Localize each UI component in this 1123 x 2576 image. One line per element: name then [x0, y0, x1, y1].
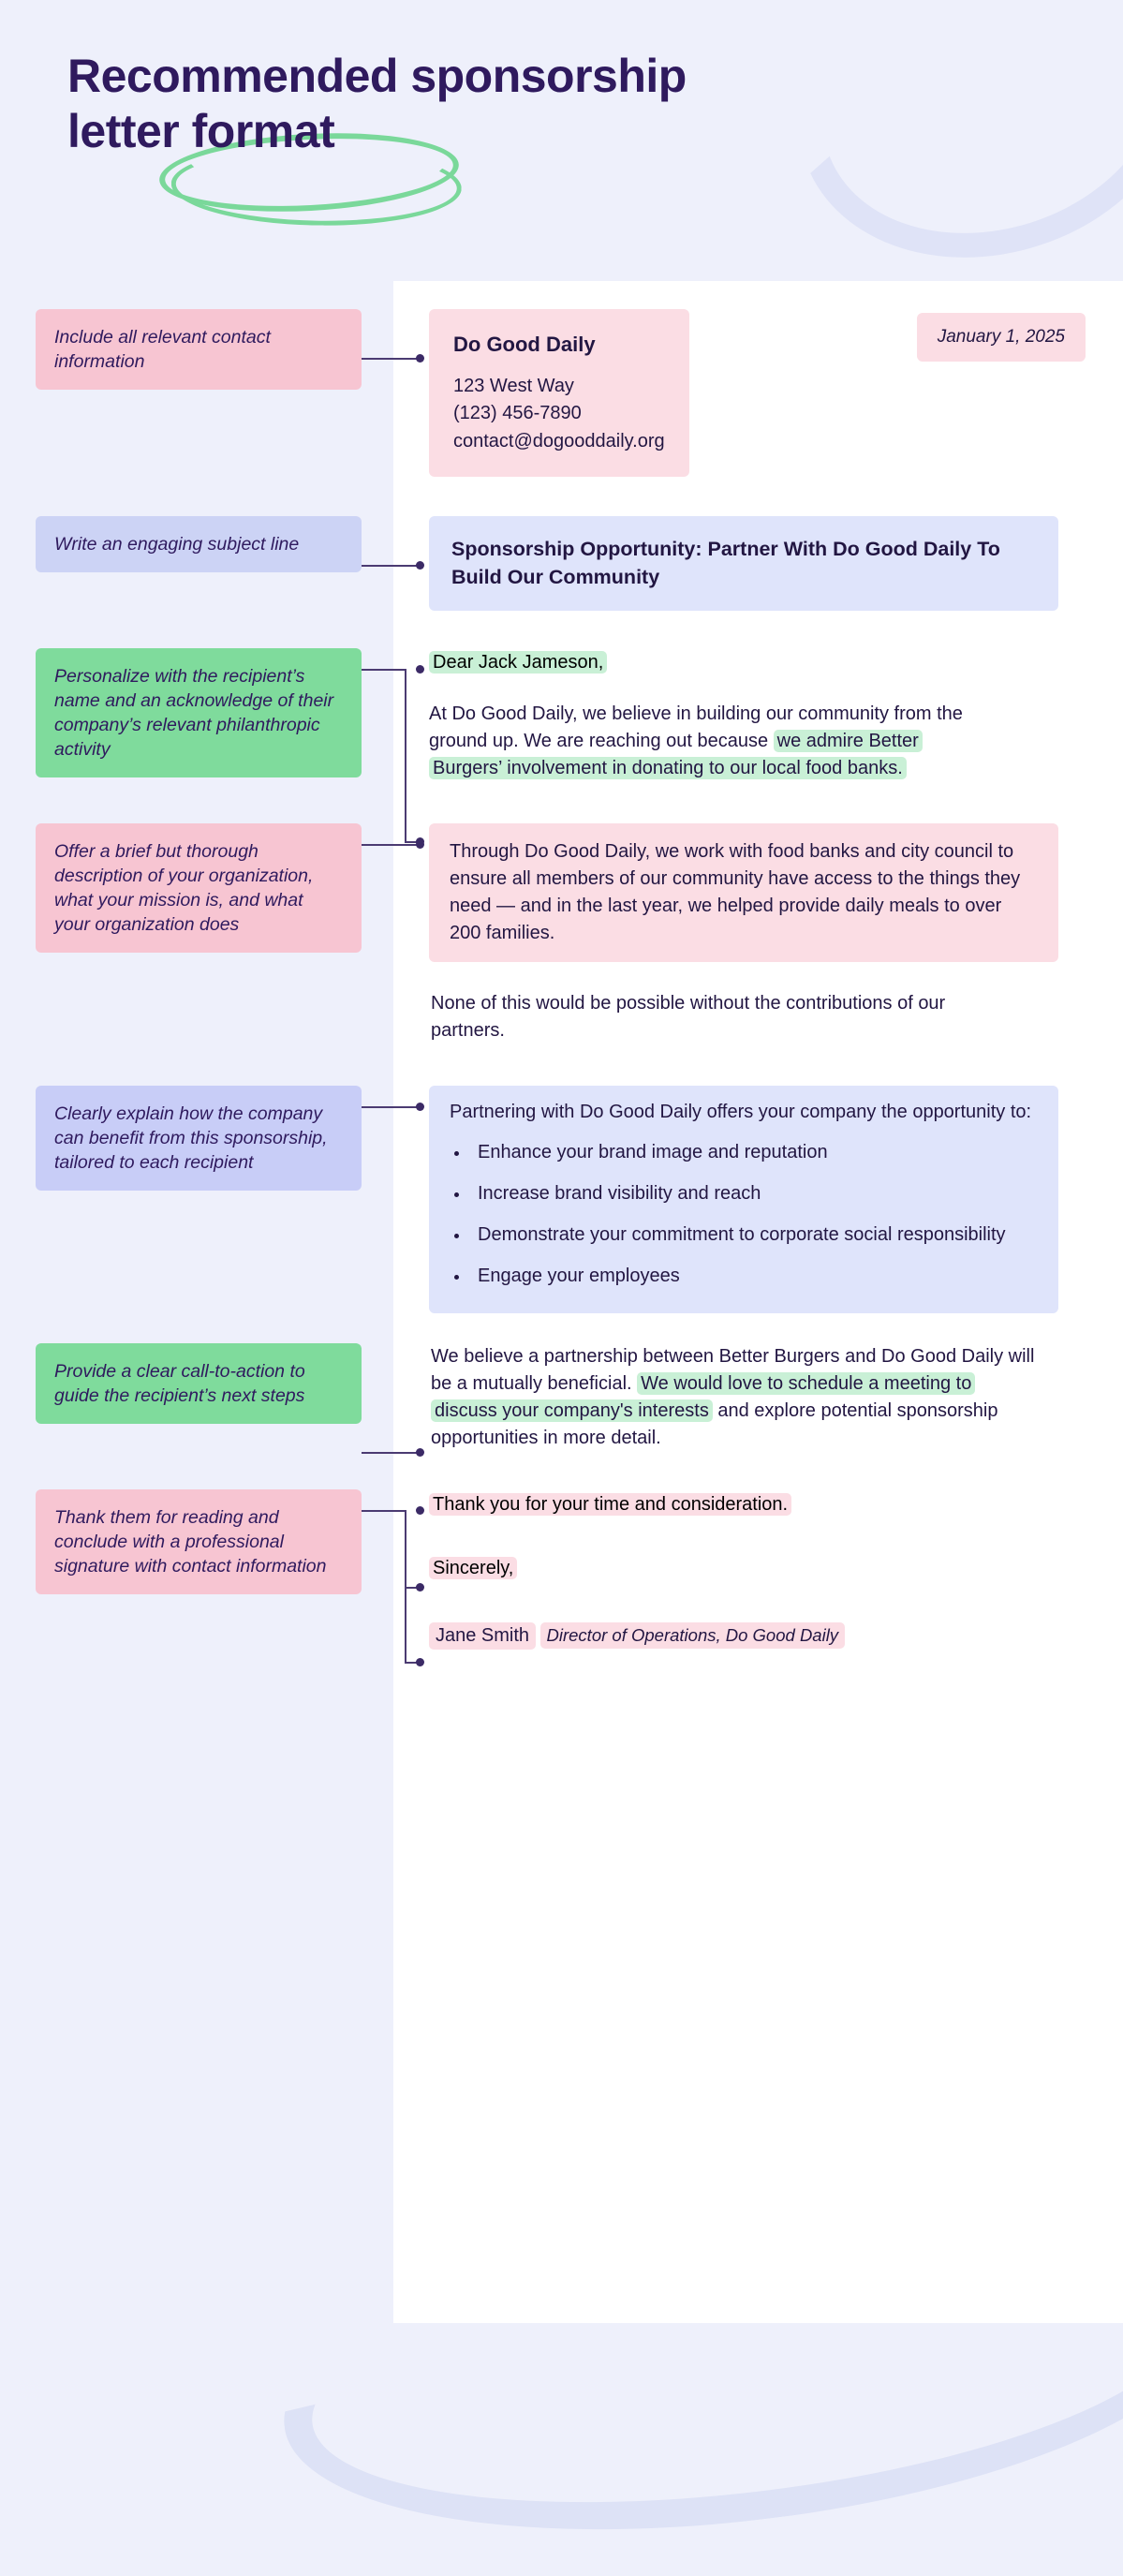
signature-title: Director of Operations, Do Good Daily	[540, 1622, 846, 1649]
sincerely-text: Sincerely,	[429, 1557, 517, 1579]
list-item: • Demonstrate your commitment to corporate social responsibility	[470, 1221, 1038, 1249]
section-closing	[0, 1489, 1123, 1650]
letter-column	[393, 648, 1123, 782]
title-line-2: letter format	[67, 105, 335, 157]
subject-text: Sponsorship Opportunity: Partner With Do Good Daily To Build Our Community	[429, 516, 1058, 611]
letter-date: January 1, 2025	[917, 313, 1086, 362]
thanks-wrap	[429, 1489, 1086, 1519]
connector-dot	[416, 1658, 424, 1666]
thanks-text: Thank you for your time and consideration.	[429, 1493, 791, 1516]
section-call-to-action	[0, 1343, 1123, 1452]
signature-name: Jane Smith	[429, 1622, 536, 1650]
list-item: • Engage your employees	[470, 1263, 1038, 1290]
note-column	[0, 648, 393, 778]
benefits-intro: Partnering with Do Good Daily offers your company the opportunity to:	[450, 1101, 1032, 1122]
section-about-org	[0, 823, 1123, 1044]
letter-column	[393, 516, 1123, 611]
contact-block	[429, 309, 689, 477]
intro-paragraph	[429, 701, 991, 782]
note-closing: Thank them for reading and conclude with a professional signature with contact information	[36, 1489, 362, 1594]
letter-column	[393, 823, 1123, 1044]
note-column	[0, 1343, 393, 1424]
section-greeting	[0, 648, 1123, 782]
section-benefits	[0, 1086, 1123, 1313]
connector-line	[362, 1452, 420, 1454]
greeting-text: Dear Jack Jameson,	[429, 651, 607, 674]
benefits-list	[450, 1139, 1038, 1290]
greeting-wrap	[429, 648, 607, 676]
letter-column	[393, 309, 1123, 477]
note-column	[0, 1489, 393, 1594]
header	[0, 0, 1123, 281]
intro-highlight-text: we admire Better Burgers’ involvement in donating to our local food banks.	[429, 730, 923, 779]
note-contact-info: Include all relevant contact information	[36, 309, 362, 390]
letter-column	[393, 1086, 1123, 1313]
note-subject-line: Write an engaging subject line	[36, 516, 362, 572]
title-line-1: Recommended sponsorship	[67, 50, 687, 102]
about-paragraph: Through Do Good Daily, we work with food banks and city council to ensure all members of our community have access to the things they need — and in the last year, we helped provide daily meals to over 200 families.	[429, 823, 1058, 962]
benefits-block	[429, 1086, 1058, 1313]
organization-address: 123 West Way	[453, 375, 574, 396]
letter-column	[393, 1343, 1123, 1452]
organization-phone: (123) 456-7890	[453, 403, 582, 424]
note-benefits: Clearly explain how the company can benefit from this sponsorship, tailored to each recipient	[36, 1086, 362, 1191]
sincerely-wrap	[429, 1553, 1086, 1583]
section-contact-info	[0, 309, 1123, 477]
cta-paragraph	[429, 1343, 1036, 1452]
note-column	[0, 309, 393, 390]
organization-email: contact@dogooddaily.org	[453, 431, 665, 452]
partners-note: None of this would be possible without the contributions of our partners.	[431, 992, 946, 1041]
cta-highlight: We would love to schedule a meeting to discuss your company's interests	[431, 1372, 975, 1422]
intro-plain-text: At Do Good Daily, we believe in building our community from the ground up. We are reaching out because	[429, 703, 963, 751]
note-column	[0, 1086, 393, 1191]
note-column	[0, 516, 393, 572]
organization-name: Do Good Daily	[453, 333, 596, 356]
signature-block	[429, 1617, 1086, 1650]
page-title	[67, 49, 1004, 159]
list-item: • Enhance your brand image and reputation	[470, 1139, 1038, 1166]
letter-column	[393, 1489, 1123, 1650]
note-greeting: Personalize with the recipient’s name and an acknowledge of their company’s relevant philanthropic activity	[36, 648, 362, 778]
cta-text-end: and explore potential sponsorship opportunities in more detail.	[431, 1399, 998, 1448]
note-call-to-action: Provide a clear call-to-action to guide the recipient’s next steps	[36, 1343, 362, 1424]
cta-text-start: We believe a partnership between Better Burgers and Do Good Daily will be a mutually beneficial.	[431, 1345, 1035, 1394]
section-subject-line	[0, 516, 1123, 611]
list-item: • Increase brand visibility and reach	[470, 1180, 1038, 1207]
note-about-org: Offer a brief but thorough description of your organization, what your mission is, and what your organization does	[36, 823, 362, 954]
note-column	[0, 823, 393, 954]
